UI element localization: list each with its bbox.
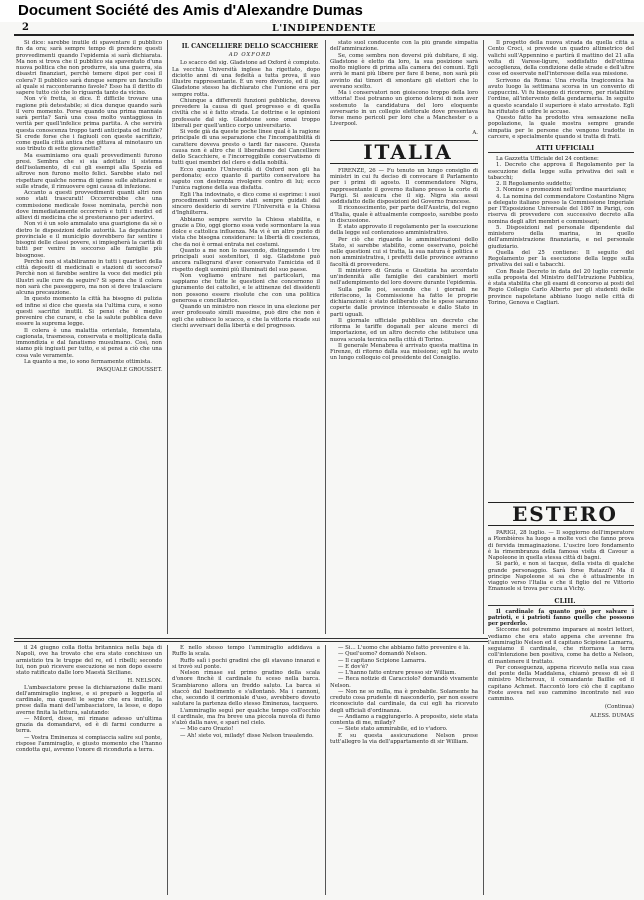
- paragraph: 2. Il Regolamento suddetto;: [496, 181, 572, 187]
- paragraph: Nelson rimase sul primo gradino della scala d'onore finchè il cardinale fu sceso nella barca. Scambiarono allora un freddo saluto. La barca si staccò dal bastimento e s'allontanò. Ma i cannoni, che, secondo il cerimoniale d'uso, avrebbero dovuto salutare la partenza dello stesso Eminenza, tacquero.: [172, 670, 320, 708]
- paragraph: PARIGI, 28 luglio. — Il soggiorno dell'imperatore a Plombières ha luogo a molte voci che fanno prova di fervida immaginazione. L'uscire loro fondamento è la rimembranza della famosa visita di Cavour a Napoleone in quella stessa città di bagni.: [488, 530, 634, 561]
- feuilleton-column-2: [172, 645, 320, 895]
- paragraph: 3. Nomine e promozioni nell'ordine mauriziano;: [496, 187, 627, 194]
- paragraph: — Reca notizie di Caracciolo? domandò vivamente Nelson.: [330, 676, 478, 689]
- column-rule: [167, 645, 168, 895]
- paragraph: — E dov'è?: [338, 663, 369, 670]
- masthead: [14, 22, 634, 36]
- paragraph: — Si... L'uomo che abbiamo fatto prevenire è là.: [338, 645, 470, 651]
- section-heading-estero: ESTERO: [488, 502, 634, 526]
- paragraph: — L'hanno fatto entrare presso sir William.: [338, 670, 457, 676]
- paragraph: Quando un ministro non riesce in una elezione per aver professato simili massime, può dire che non è egli che subisce lo scacco, e che la vittoria ricade sui ciechi avversari della libertà e del progresso.: [172, 304, 320, 329]
- paragraph: E nello stesso tempo l'ammiraglio addidava a Ruffo la scala.: [172, 645, 320, 658]
- paragraph: Abbiamo sempre servito la Chiesa stabilita, e grazie a Dio, oggi giorno essa vede sormontare la sua dolce e cattolica influenza. Ma vi è un altro punto di vista che bisogna considerare: la libertà di coscienza, che da noi è ormai entrata nei costumi.: [172, 216, 320, 248]
- paragraph: Non v'è fretta, si dice. È difficile trovare una ragione più detestabile; si dica dunque quando sarà il vero momento. Forse quando una prima mannaia sarà perita? Sarà una cosa molto vantaggiosa in verità per quell'infelice prima partita. A che servirà questa conoscenza troppo tardi anticipata od inutile? Si crede forse che i fagiuoli con queste sacrifizio, come quella città antica che gittava al minotauro un suo tributo di sette giovanette?: [16, 96, 162, 153]
- paragraph: 5. Disposizioni nel personale dipendente dal ministero della marina, in quello dell'amministrazione finanziaria, e nel personale giudiziario.: [488, 224, 634, 250]
- paragraph: Se, come sembra non doversi più dubitare, il sig. Gladstone è eletto da loro, la sua posizione sarà molto migliore di prima alla camera dei comuni. Egli avrà le mani più libere per fare il bene, non sarà più avvinto dai timori di smontare gli elettori che lo avevano scelto.: [330, 52, 478, 90]
- page-number: 2: [22, 22, 29, 33]
- paragraph: 4. La nomina del commendatore Costantino Nigra a delegato italiano presso la Commissione Imperiale per l'Esposizione Universale del 1867 in Parigi, con riserva di provvedere con successivo decreto alla nomina degli altri membri e commissari;: [488, 193, 634, 225]
- article-signature: PASQUALE GROUSSET.: [96, 367, 162, 373]
- newspaper-name: L'INDIPENDENTE: [272, 23, 376, 34]
- paragraph: Quanto a me non lo nascondo, distinguendo i tre principali suoi sostenitori, il sig. Gladstone può ancora rallegrarsi d'aver conservato l'amicizia ed il rispetto degli uomini più illuminati del suo paese.: [172, 247, 320, 273]
- chapter-number: CLIII.: [488, 597, 634, 606]
- article-column-3: [330, 40, 478, 634]
- column-rule: [167, 40, 168, 634]
- paragraph: — Mio caro Orazio!: [180, 726, 234, 733]
- paragraph: — Andiamo a raggiungerlo. A proposito, siete stata contenta di me, milady?: [330, 713, 478, 726]
- paragraph: Ma esaminiamo ora quali provvedimenti furono presi. Sembra che si sia adottato il sistema dell'isolamento, di cui gli esempi alla Spezia ed altrove non furono molto felici. Sarebbe stato nel rispettare qualche norma di igiene sulle abitazioni e sulle strade, il rimuovere ogni causa di infezione.: [16, 152, 162, 190]
- paragraph: Il generale Menabrea è arrivato questa mattina in Firenze, di ritorno dalla sua missione; egli ha avuto un lungo colloquio col presidente del Consiglio.: [330, 342, 478, 362]
- column-rule: [325, 40, 326, 634]
- paragraph: Il progetto della nuova strada da quella città a Cento Croci, si prevede un quadro altimetrico del valichi sull'Appennino e partirà il mattino del 21 alla volta di Varese-ligure, soddisfatto dell'ottima accoglienza, della condizione delle strade e dell'altre cose ed osservate nell'interesse della sua missione.: [488, 40, 634, 78]
- paragraph: Ecco quanto l'Università di Oxford non gli ha perdonato; ecco quanto il partito conservatore ha saputo con destrezza rivolgere contro di lui; ecco l'unica ragione della sua disfatta.: [172, 166, 320, 192]
- section-heading-atti-ufficiali: ATTI UFFICIALI: [488, 144, 634, 153]
- paragraph: Scrivono da Roma: Una rivolta tragicomica ha avuto luogo la settimana scorsa in un convento di cappuccini. Vi fu bisogno di ricorrere, per ristabilire l'ordine, all'intervento della gendarmeria. In seguito a questo scandalo il superiore è stato arrestato. Egli ha rifiutato di udire le accuse.: [488, 77, 634, 115]
- paragraph: Questo fatto ha prodotto viva sensazione nella popolazione, la quale mostra sempre grande simpatia per le persone che vengono tradotte in carcere, e specialmente quando si tratta di frati.: [488, 115, 634, 140]
- article-column-1: [16, 40, 162, 634]
- paragraph: In questo momento la città ha bisogno di pulizia ed infine si dice che questa sia l'ultima cura, e sono questi sacrifizi inutili. Si pensi che è meglio prevenire che curare, e che la salute pubblica deve essere la suprema legge.: [16, 296, 162, 328]
- paragraph: Siccome noi potremmo imparare ai nostri lettori, vediamo che era stato appena che avvenne fra l'ammiraglio Nelson ed il capitano Scipione Lamarra, seguiamo il cardinale, che ritornava a terra coll'intenzione ben positiva, come ha detto a Nelson, di mantenere il trattato.: [488, 627, 634, 665]
- paragraph: Non vogliamo entrare nei particolari, ma sappiamo che tutte le questioni che concernono il giuramento dei cattolici, e le attinenze del dissidenti non possono essere risolute che con una politica generosa e conciliatrice.: [172, 272, 320, 304]
- author-signature: ALESS. DUMAS: [590, 712, 634, 719]
- site-title: Document Société des Amis d'Alexandre Dumas: [18, 2, 363, 19]
- paragraph: Si parlò, e non si tacque, della visita di qualche grande personaggio. Sarà forse Ratazzi? Ma il principe Napoleone si sa che è attualmente in viaggio verso l'Italia e che il figlio del re Vittorio Emanuele si trova per cura a Vichy.: [488, 561, 634, 593]
- column-rule: [483, 40, 484, 634]
- paragraph: L'ammiraglio seguì per qualche tempo coll'occhio il cardinale, ma fra breve una piccola nuvola di fumo s'alzò dalla nave, e sparì nel cielo.: [172, 707, 320, 726]
- paragraph: Egli l'ha indovinato, e dico come si esprime: i suoi procedimenti sarebbero stati sempre guidati dal sincero desiderio di servire l'Università e la Chiesa d'Inghilterra.: [172, 191, 320, 217]
- paragraph: — Il capitano Scipione Lamarra.: [338, 657, 427, 664]
- paragraph: La quanto a me, io sono fermamente ottimista.: [24, 358, 152, 365]
- paragraph: Non vi è un solo ammalato una guarigione da sè o dietro le disposizioni delle autorità. La deputazione provinciale e il municipio dovrebbero far sentire i bisogni delle classi povere, si impiegherà la carità di tutti per venire in soccorso alle famiglie più bisognose.: [16, 221, 162, 259]
- paragraph: Accanto a questi provvedimenti quanti altri non sono stati trascurati! Occorrerebbe che una commissione medicale fosse nominata, perchè non dove immediatamente occorrerà e tutti i medici ed allievi di medicina che si presteranno per aderirvi.: [16, 190, 162, 221]
- paragraph: Il colera è una malattia orientale, fomentata, cagionata, trasmessa, conservata e moltiplicata dalla immondizia e dal fanatismo musulmano. Così, non siamo più ingiusti per tutto, e si pensi a ciò che una cosa vale veramente.: [16, 327, 162, 359]
- paragraph: il 24 giugno colla flotta britannica nella baja di Napoli, ove ha trovato che era stato conchiuso un armistizio tra le truppe del re, ed i ribelli; secondo lui, non può ricevere esecuzione se non dopo essere stato ratificato dalle loro Maestà Siciliane.: [16, 645, 162, 676]
- paragraph: Per conseguenza, appena ricevuto nella sua casa del ponte della Maddalena, chiamò presso di sè il ministro Micheroux, il comandante Baillie ed il capitano Achmet. Raccontò loro ciò che il capitano Foote aveva nel suo cammino incontrato nel suo cammino.: [488, 664, 634, 702]
- paragraph: L'ambasciatore prese la dichiarazione dalle mani dell'ammiraglio inglese, e si preparò a leggerla al cardinale, ma questi le segno che era inutile, la prese dalla mani dell'ambasciatore, la lesse, e dopo averne finita la lettura, salutando:: [16, 684, 162, 716]
- paragraph: Si vede già da queste poche linee qual è la ragione principale di una separazione che l'incompatibilità di carattere doveva presto o tardi far nascere. Questa causa non è altro che il liberalismo del Cancelliere dello Scacchiere, e l'incorreggibile conservatismo di tutti quei membri del clero e della nobiltà.: [172, 129, 320, 167]
- column-rule: [325, 645, 326, 895]
- paragraph: — Quel'uomo? domandò Nelson.: [338, 651, 427, 658]
- paragraph: Ruffo salì i pochi gradini che gli stavano innanzi e si trovò sul ponte.: [172, 657, 320, 670]
- paragraph: Chiunque a differenti funzioni pubbliche, doveva prevedere la causa di quel progresso e di quella civiltà che si è fatto strada. Le dottrine e le opinioni professate dal sig. Gladstone sono omai troppo liberali per quell'antico corpo universitario.: [172, 97, 320, 129]
- paragraph: 1. Decreto che approva il Regolamento per la esecuzione della legge sulla privativa dei sali e tabacchi;: [488, 162, 634, 181]
- paragraph: — Non ne so nulla, ma è probabile. Solamente ha creduto cosa prudente di nasconderlo, per non essere riconosciuto dal cardinale, da cui egli ha ricevuto degli ufficiali d'ordinanza.: [330, 688, 478, 714]
- paragraph: Ma i conservatori non gioiscono troppo della loro vittoria! Essi potranno un giorno dolersi di non aver sostenuto la candidatura del loro eloquente avversario in un collegio elettorale dove presentava forse meno pericoli per loro che a Manchester o a Liverpool.: [330, 90, 478, 128]
- paragraph: Lo scacco del sig. Gladstone ad Oxford è compiuto. La vecchia Università inglese ha rigettato, dopo diciotto anni di una fedeltà a tutta prova, il suo illustre rappresentante. È un vero divorzio, ed il sig. Gladstone stesso ha dichiarato che l'unione era per sempre rotta.: [172, 60, 320, 98]
- letter-signature: H. NELSON.: [127, 678, 162, 685]
- continua-note: (Continua): [604, 704, 634, 711]
- article-headline: IL CANCELLIERE DELLO SCACCHIERE: [181, 43, 319, 50]
- article-subheadline: AD OXFORD: [228, 52, 272, 58]
- paragraph: stato suol conducente con la più grande simpatia dell'ammirazione.: [330, 40, 478, 53]
- paragraph: Si dice: sarebbe inutile di spaventare il pubblico fin da ora; sarà sempre tempo di prendere questi provvedimenti quando l'epidemia si sarà dichiarata. Ma non si trova che il pubblico sia spaventato d'una nuova politica che non produrre, sia una guerra, sia disastri finanziari, perchè temere dipoi per così il colera? Il pubblico sarà dunque sempre un fanciullo al quale si racconteranno favole? Esso ha il diritto di sapere tutto ciò che lo riguarda tanto da vicino.: [16, 40, 162, 96]
- paragraph: Il riconoscimento, per parte dell'Austria, del regno d'Italia, quale è attualmente composto, sarebbe posto in discussione.: [330, 205, 478, 224]
- paragraph: — Milord, disse, mi rimane adesso un'ultima grazia da domandarvi, ed è di farmi condurre a terra.: [16, 715, 162, 735]
- estero-column: [488, 498, 634, 893]
- article-column-2: [172, 40, 320, 634]
- paragraph: Quella del 25 contiene: Il seguito del Regolamento per la esecuzione della legge sulla privativa dei sali e tabacchi.: [488, 249, 634, 269]
- paragraph: Con Reale Decreto in data del 20 luglio corrente sulla proposta del Ministro dell'Istruzione Pubblica, è stata stabilita che gli esami di concorso ai posti del Regio Collegio Carlo Alberto per gli studenti delle province napoletane abbiano luogo nelle città di Torino, Genova e Cagliari.: [488, 268, 634, 306]
- paragraph: — Vostra Eminenza si compiaccia salire sul ponte, rispose l'ammiraglio, e giusto momento che l'hanno condotta qui, avremo l'onore di ricondurla a terra.: [16, 734, 162, 753]
- paragraph: — Siete stato ammirabile, ed io v'adoro.: [338, 726, 448, 733]
- paragraph: — Ah! siete voi, milady! disse Nelson trasalendo.: [180, 732, 314, 739]
- paragraph: La Gazzetta Ufficiale del 24 contiene:: [496, 156, 599, 162]
- paragraph: Perchè non si stabiliranno in tutti i quartieri della città depositi di medicinali e stazioni di soccorso? Perchè non si farebbe sentire la voce dei medici più illustri sulle cure da seguire? Si spera che il colera non sarà che passeggero, ma non si deve tralasciare alcuna precauzione.: [16, 258, 162, 296]
- paragraph: Sulla pelle poi, secondo che i giornali ne riferiscono, la Commissione ha fatto le proprie dichiarazioni: è stato deliberato che le spese saranno coperte dalle province interessate e dallo Stato in parti uguali.: [330, 286, 478, 318]
- section-heading-italia: ITALIA: [330, 140, 478, 164]
- paragraph: È stato approvato il regolamento per la esecuzione della legge sul contenzioso amministrativo.: [330, 224, 478, 237]
- chapter-title: Il cardinale fa quanto può per salvare i patrioti, e i patrioti fanno quello che possono per perderlo.: [488, 608, 634, 627]
- paragraph: E su questa assicurazione Nelson prese tutt'allegro la via dell'appartamento di sir William.: [330, 732, 478, 745]
- paragraph: Il ministero di Grazia e Giustizia ha accordato un'indennità alle famiglie dei carabinieri morti nell'adempimento del loro dovere durante l'epidemia.: [330, 267, 478, 287]
- feuilleton-column-1: [16, 645, 162, 895]
- feuilleton-column-3: [330, 645, 478, 895]
- article-signature: A.: [472, 129, 478, 136]
- paragraph: FIRENZE, 26 — Fu tenuto un lungo consiglio di ministri in cui fu deciso di convocare il Parlamento per i primi di agosto. Il commendatore Nigra, rappresentante il governo italiano presso la corte di Parigi. Si assicura che il sig. Nigra sia assai soddisfatto delle disposizioni del Governo francese.: [330, 167, 478, 205]
- column-rule: [483, 645, 484, 895]
- paragraph: Il giornale ufficiale pubblica un decreto che riforma le tariffe doganali per alcune merci di importazione, ed un altro decreto che istituisce una nuova scuola tecnica nella città di Torino.: [330, 317, 478, 343]
- paragraph: Per ciò che riguarda le amministrazioni dello Stato, si sarebbe stabilito, come osservano, poiché nelle questioni cui si tratta, la sua natura è politica e non amministrativa, i prefetti delle province avranno facoltà di provvedere.: [330, 236, 478, 268]
